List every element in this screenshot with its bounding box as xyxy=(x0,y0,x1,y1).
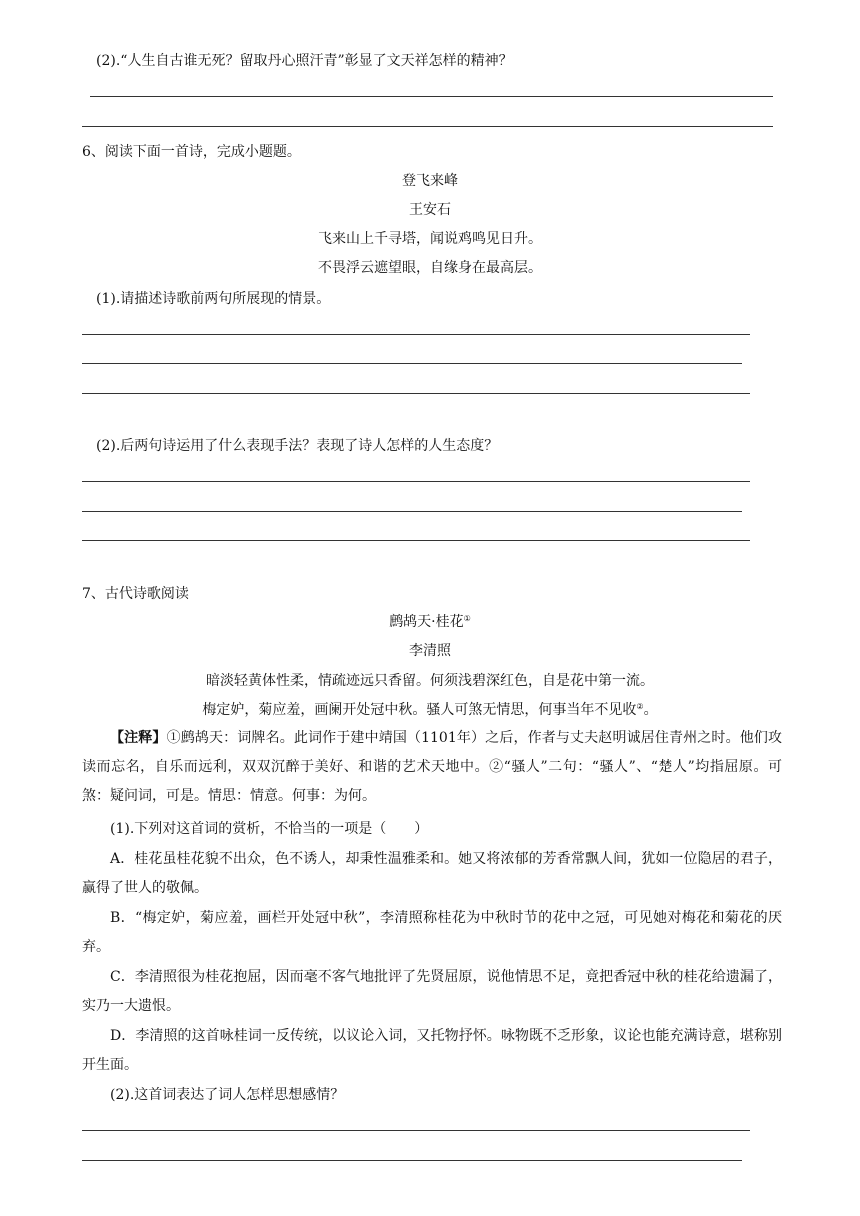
q7-poem-line2-text: 梅定妒，菊应羞，画阑开处冠中秋。骚人可煞无情思，何事当年不见收 xyxy=(202,702,637,718)
q7-heading: 7、古代诗歌阅读 xyxy=(82,586,189,602)
q6-heading: 6、阅读下面一首诗，完成小题题。 xyxy=(82,144,301,160)
q7-poem-title-text: 鹧鸪天·桂花 xyxy=(389,614,464,630)
q6-poem-line: 飞来山上千寻塔，闻说鸡鸣见日升。 xyxy=(318,231,542,247)
q7-poem-title xyxy=(0,612,860,632)
q6-part1-prompt: (1).请描述诗歌前两句所展现的情景。 xyxy=(96,291,331,307)
answer-line xyxy=(82,1130,750,1131)
answer-line xyxy=(82,1160,742,1161)
q5-part2-prompt: (2).“人生自古谁无死？留取丹心照汗青”彰显了文天祥怎样的精神？ xyxy=(96,53,513,69)
note-text: ①鹧鸪天：词牌名。此词作于建中靖国（1101年）之后，作者与丈夫赵明诚居住青州之时。他们攻读而忘名，自乐而远利，双双沉醉于美好、和谐的艺术天地中。②“骚人”二句：“骚人”、“楚人”均指屈原。可煞：疑问词，可是。情思：情意。何事：为何。 xyxy=(82,730,782,804)
footnote-mark: ① xyxy=(463,614,471,623)
answer-line xyxy=(90,96,773,97)
q7-part2-prompt: (2).这首词表达了词人怎样思想感情？ xyxy=(110,1087,345,1103)
note-label: 【注释】 xyxy=(110,730,167,746)
q6-poem-title: 登飞来峰 xyxy=(402,173,458,189)
answer-line xyxy=(82,540,750,541)
q7-option-a: A．桂花虽桂花貌不出众，色不诱人，却秉性温雅柔和。她又将浓郁的芳香常飘人间，犹如一位隐居的君子，赢得了世人的敬佩。 xyxy=(82,851,782,896)
q7-poem-line2-end: 。 xyxy=(643,702,658,718)
q6-part2-prompt: (2).后两句诗运用了什么表现手法？表现了诗人怎样的人生态度？ xyxy=(96,438,499,454)
q6-poem-line: 不畏浮云遮望眼，自缘身在最高层。 xyxy=(318,260,542,276)
q7-poem-line: 暗淡轻黄体性柔，情疏迹远只香留。何须浅碧深红色，自是花中第一流。 xyxy=(206,673,654,689)
q7-notes xyxy=(82,724,782,811)
answer-line xyxy=(82,126,773,127)
answer-line xyxy=(82,334,750,335)
q6-poem-author: 王安石 xyxy=(409,202,451,218)
answer-line xyxy=(82,393,750,394)
footnote-mark: ② xyxy=(636,702,644,711)
q7-option-b: B．“梅定妒，菊应羞，画栏开处冠中秋”，李清照称桂花为中秋时节的花中之冠，可见她对梅花和菊花的厌弃。 xyxy=(82,910,782,955)
q7-poem-line xyxy=(0,700,860,720)
q7-option-c: C．李清照很为桂花抱屈，因而毫不客气地批评了先贤屈原，说他情思不足，竟把香冠中秋的桂花给遗漏了，实乃一大遗恨。 xyxy=(82,969,782,1014)
answer-line xyxy=(82,481,750,482)
answer-line xyxy=(82,363,742,364)
answer-line xyxy=(82,511,742,512)
q7-part1-prompt: (1).下列对这首词的赏析，不恰当的一项是（ ） xyxy=(110,821,429,837)
q7-option-d: D．李清照的这首咏桂词一反传统，以议论入词，又托物抒怀。咏物既不乏形象，议论也能充满诗意，堪称别开生面。 xyxy=(82,1028,782,1073)
q7-poem-author: 李清照 xyxy=(409,643,451,659)
